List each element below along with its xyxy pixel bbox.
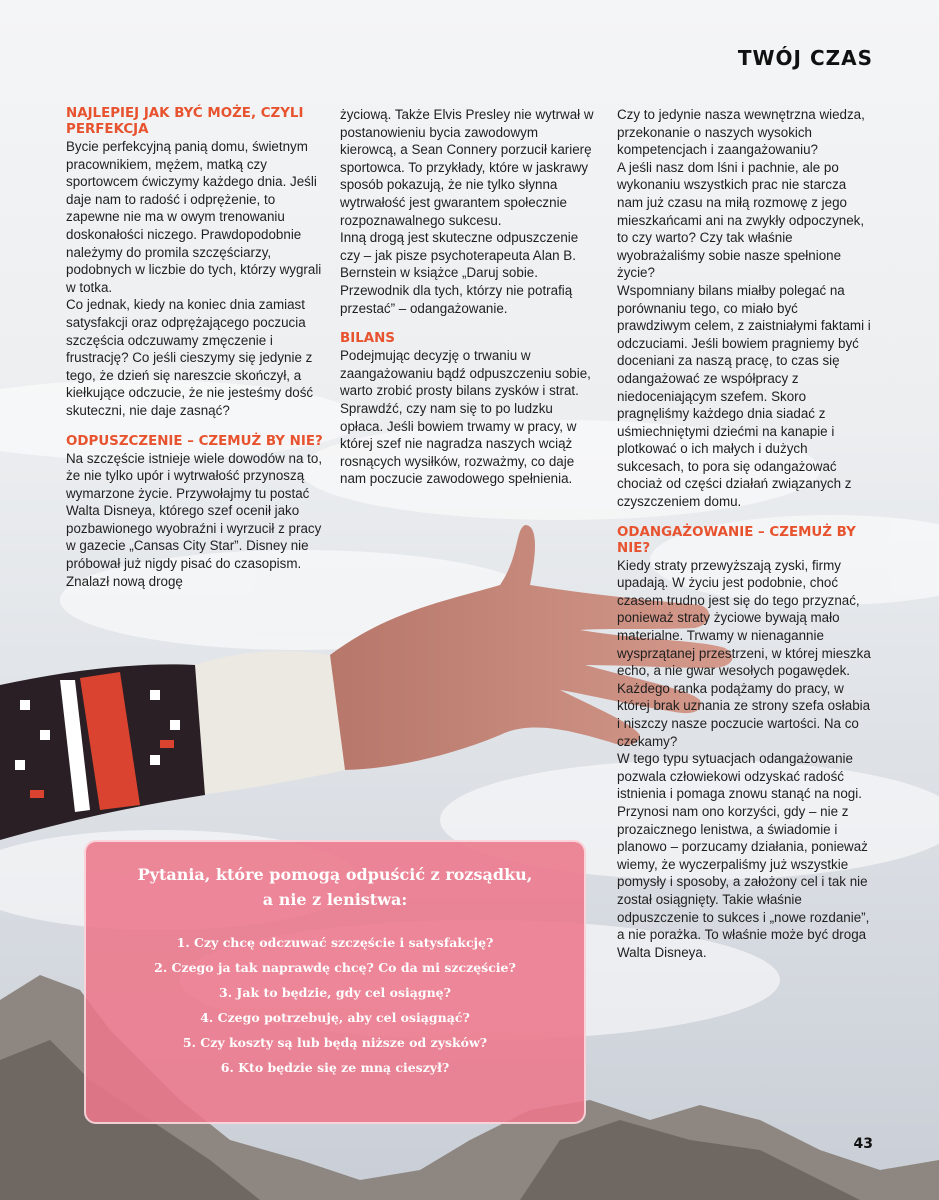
paragraph: Co jednak, kiedy na koniec dnia zamiast satysfakcji oraz odprężającego poczucia szczęścia odczuwamy zmęczenie i frustrację? Co jeśli cieszymy się jedynie z tego, że dzień się nareszcie skończył, a kiełkujące odczucie, że nie jesteśmy dość skuteczni, nie daje zasnąć? bbox=[66, 297, 314, 418]
questions-title-line: a nie z lenistwa: bbox=[262, 890, 408, 909]
heading-disengagement: ODANGAŻOWANIE – CZEMUŻ BY NIE? bbox=[617, 524, 856, 556]
paragraph: A jeśli nasz dom lśni i pachnie, ale po wykonaniu wszystkich prac nie starcza nam już czasu na miłą rozmowę z jego mieszkańcami ani na zwykły odpoczynek, to czy warto? Czy tak właśnie wyobrażaliśmy sobie nasze spełnione życie? bbox=[617, 159, 865, 281]
question-item: 2. Czego ja tak naprawdę chcę? Co da mi szczęście? bbox=[154, 960, 516, 975]
questions-box bbox=[84, 840, 586, 1124]
column-1 bbox=[66, 106, 324, 590]
question-item: 6. Kto będzie się ze mną cieszył? bbox=[220, 1060, 450, 1075]
paragraph: Wspomniany bilans miałby polegać na porównaniu tego, co miało być prawdziwym celem, z zaistniałymi faktami i odczuciami. Jeśli bowiem pragniemy być doceniani za naszą pracę, to czas się odangażować ze współpracy z niedoceniającym szefem. Skoro pragnęliśmy każdego dnia siadać z uśmiechniętymi dziećmi na kanapie i plotkować o ich małych i dużych sukcesach, to pora się odangażować chociaż od części działań związanych z czyszczeniem domu. bbox=[617, 282, 871, 510]
heading-balance: BILANS bbox=[340, 331, 395, 347]
question-item: 1. Czy chcę odczuwać szczęście i satysfakcję? bbox=[176, 935, 494, 950]
paragraph: życiową. Także Elvis Presley nie wytrwał w postanowieniu bycia zawodowym kierowcą, a Sean Connery porzucił karierę sportowca. To przykłady, które w jaskrawy sposób pokazują, że nie tylko słynna wytrwałość jest gwarantem społecznie rozpoznawalnego sukcesu. bbox=[340, 107, 594, 228]
paragraph: Kiedy straty przewyższają zyski, firmy upadają. W życiu jest podobnie, choć czasem trudno jest się do tego przyznać, ponieważ straty życiowe bywają mało materialne. Trwamy w nienagannie wysprzątanej przestrzeni, w której mieszka echo, a nie gwar wesołych pogawędek. Każdego ranka podążamy do pracy, w której brak uznania ze strony szefa osłabia i niszczy nasze poczucie wartości. Na co czekamy? bbox=[617, 557, 871, 749]
column-3 bbox=[617, 106, 875, 961]
heading-letting-go: ODPUSZCZENIE – CZEMUŻ BY NIE? bbox=[66, 433, 323, 449]
paragraph: W tego typu sytuacjach odangażowanie pozwala człowiekowi odzyskać radość istnienia i pomaga znowu stanąć na nogi. Przynosi nam ono korzyści, gdy – nie z prozaicznego lenistwa, a świadomie i planowo – porzucamy działania, ponieważ wiemy, że wyczerpaliśmy już wszystkie pomysły i sposoby, a założony cel i tak nie został osiągnięty. Takie właśnie odpuszczenie to sukces i „nowe rozdanie”, a nie porażka. To właśnie może być droga Walta Disneya. bbox=[617, 751, 870, 960]
question-item: 3. Jak to będzie, gdy cel osiągnę? bbox=[219, 985, 451, 1000]
page-number: 43 bbox=[853, 1136, 873, 1152]
question-item: 4. Czego potrzebuję, aby cel osiągnąć? bbox=[200, 1010, 470, 1025]
questions-title-line: Pytania, które pomogą odpuścić z rozsądku, bbox=[137, 865, 533, 884]
column-2 bbox=[340, 106, 598, 488]
paragraph: Podejmując decyzję o trwaniu w zaangażowaniu bądź odpuszczeniu sobie, warto zrobić prosty bilans zysków i strat. Sprawdźć, czy nam się to po ludzku opłaca. Jeśli bowiem trwamy w pracy, w której szef nie nagradza naszych wciąż rosnących wysiłków, rozważmy, co daje nam poczucie zawodowego spełnienia. bbox=[340, 348, 591, 487]
paragraph: Bycie perfekcyjną panią domu, świetnym pracownikiem, mężem, matką czy sportowcem ćwiczymy każdego dnia. Jeśli daje nam to radość i odprężenie, to zapewne nie ma w owym trenowaniu doskonałości niczego. Prawdopodobnie należymy do promila szczęściarzy, podobnych w liczbie do tych, którzy wygrali w totka. bbox=[66, 139, 322, 295]
paragraph: Inną drogą jest skuteczne odpuszczenie czy – jak pisze psychoterapeuta Alan B. Bernstein w książce „Daruj sobie. Przewodnik dla tych, którzy nie potrafią przestać” – odangażowanie. bbox=[340, 230, 579, 316]
questions-list bbox=[86, 930, 584, 1080]
heading-perfection: NAJLEPIEJ JAK BYĆ MOŻE, CZYLI PERFEKCJA bbox=[66, 106, 304, 137]
questions-box-title bbox=[86, 862, 584, 912]
section-header: TWÓJ CZAS bbox=[737, 46, 873, 70]
question-item: 5. Czy koszty są lub będą niższe od zysków? bbox=[182, 1035, 488, 1050]
paragraph: Czy to jedynie nasza wewnętrzna wiedza, przekonanie o naszych wysokich kompetencjach i zaangażowaniu? bbox=[617, 107, 865, 158]
paragraph: Na szczęście istnieje wiele dowodów na to, że nie tylko upór i wytrwałość przynoszą wymarzone życie. Przywołajmy tu postać Walta Disneya, którego szef ocenił jako pozbawionego wyobraźni i wyrzucił z pracy w gazecie „Cansas City Star”. Disney nie próbował już nigdy pisać do czasopism. Znalazł nową drogę bbox=[66, 450, 323, 589]
